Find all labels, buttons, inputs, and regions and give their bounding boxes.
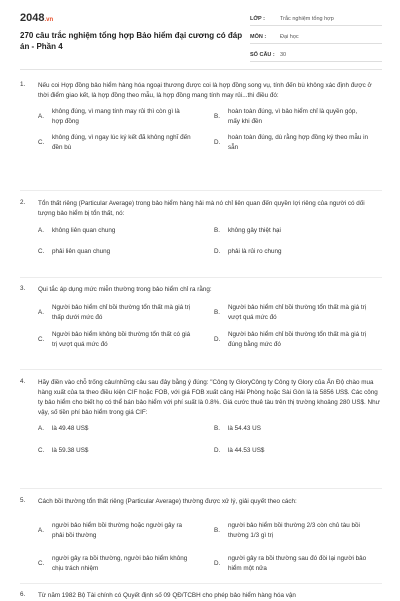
option-letter: D.	[214, 138, 221, 146]
question-text: Nếu coi Hợp đồng bảo hiểm hàng hóa ngoại thương được coi là hợp đồng song vụ, tính đến bù không xác định được ở thời điểm giao kết, là hợp đồng theo mẫu, là hợp đồng mang tính may rủi...thì điều đó:	[38, 82, 372, 99]
option-letter: C.	[38, 447, 45, 454]
question-4	[20, 378, 382, 460]
meta-value: Trắc nghiệm tổng hợp	[280, 15, 334, 22]
option-c[interactable]	[38, 330, 192, 349]
option-d[interactable]	[214, 554, 368, 573]
option-text: người gây ra bồi thường, người bảo hiểm không chịu trách nhiệm	[52, 555, 188, 572]
question-number: 2.	[20, 199, 26, 206]
question-divider	[20, 190, 382, 191]
option-c[interactable]	[38, 554, 192, 573]
option-letter: D.	[214, 447, 221, 454]
option-letter: C.	[38, 138, 45, 146]
option-letter: B.	[214, 227, 220, 234]
option-a[interactable]	[38, 226, 192, 236]
document-title: 270 câu trắc nghiệm tổng hợp Bảo hiểm đại cương có đáp án - Phần 4	[20, 31, 243, 51]
question-5	[20, 497, 382, 577]
option-letter: C.	[38, 248, 45, 255]
question-text: Hãy điền vào chỗ trống câu/những câu sau đây bằng ý đúng: "Công ty GloryCông ty Công ty Glory của Ấn Độ chào mua hàng xuất của ta theo điều kiện CIF hoặc FOB, với giá FOB xuất cảng Hải Phòng hoặc Sài Gòn là là 5856 US$. Các công ty bảo hiểm cho biết họ có thể bán bảo hiểm với phí suất là 0.8%. Giá cước thuê tàu trên thị trường khoảng 280 US$. Như vậy, số tiền phí bảo hiểm trong giá CIF:	[38, 379, 380, 416]
meta-key: LỚP :	[250, 15, 265, 22]
option-d[interactable]	[214, 330, 368, 349]
question-divider	[20, 488, 382, 489]
option-text: không gây thiệt hại	[228, 227, 281, 234]
logo-suffix: .vn	[44, 17, 54, 23]
question-3	[20, 285, 382, 353]
option-text: người bảo hiểm bồi thường hoặc người gây ra phải bồi thường	[52, 522, 183, 539]
question-divider	[20, 583, 382, 584]
option-text: phải là rủi ro chung	[228, 248, 282, 255]
option-text: người gây ra bồi thường sau đó đòi lại người bảo hiểm một nửa	[228, 555, 367, 572]
logo-main: 2048	[20, 12, 45, 24]
question-text: Từ năm 1982 Bộ Tài chính có Quyết định số 09 QĐ/TCBH cho phép bảo hiểm hàng hóa vận	[38, 592, 296, 599]
option-b[interactable]	[214, 107, 368, 126]
option-letter: B.	[214, 425, 220, 432]
meta-row-class	[250, 12, 382, 26]
option-letter: A.	[38, 425, 44, 432]
option-a[interactable]	[38, 521, 192, 540]
option-b[interactable]	[214, 226, 368, 236]
option-text: Người bảo hiểm không bồi thường tổn thất có giá trị vượt quá mức đó	[52, 331, 191, 348]
options-grid	[38, 295, 382, 353]
question-number: 1.	[20, 81, 26, 88]
option-letter: A.	[38, 526, 44, 534]
option-c[interactable]	[38, 133, 192, 152]
option-text: không đúng, vì ngay lúc ký kết đã không nghĩ đến đền bù	[52, 134, 191, 151]
option-letter: A.	[38, 227, 44, 234]
meta-row-subject	[250, 30, 382, 44]
option-text: hoàn toàn đúng, dù rằng hợp đồng ký theo mẫu in sẵn	[228, 134, 368, 151]
site-logo[interactable]	[20, 12, 53, 24]
question-text: Cách bồi thường tổn thất riêng (Particular Average) thường được xử lý, giải quyết theo cách:	[38, 498, 297, 505]
question-number: 3.	[20, 285, 26, 292]
option-a[interactable]	[38, 303, 192, 322]
option-text: Người bảo hiểm chỉ bồi thường tổn thất mà giá trị vượt quá mức đó	[228, 304, 367, 321]
meta-value: 30	[280, 51, 287, 58]
option-letter: D.	[214, 248, 221, 255]
option-a[interactable]	[38, 424, 192, 434]
option-text: hoàn toàn đúng, vì bảo hiểm chỉ là quyền góp, mấy khi đền	[228, 108, 358, 125]
option-text: là 54.43 US	[228, 425, 261, 432]
option-letter: A.	[38, 112, 44, 120]
options-grid	[38, 418, 382, 460]
options-grid	[38, 507, 382, 577]
option-text: phải liên quan chung	[52, 248, 111, 255]
question-number: 4.	[20, 378, 26, 385]
meta-row-count	[250, 48, 382, 62]
question-number: 5.	[20, 497, 26, 504]
option-letter: D.	[214, 559, 221, 567]
options-grid	[38, 219, 382, 263]
option-text: Người bảo hiểm chỉ bồi thường tổn thất mà giá trị thấp dưới mức đó	[52, 304, 191, 321]
option-text: là 44.53 US$	[228, 447, 265, 454]
option-c[interactable]	[38, 446, 192, 456]
question-divider	[20, 369, 382, 370]
option-text: không liên quan chung	[52, 227, 116, 234]
option-b[interactable]	[214, 521, 368, 540]
option-letter: A.	[38, 308, 44, 316]
meta-key: SỐ CÂU :	[250, 51, 275, 58]
option-text: người bảo hiểm bồi thường 2/3 còn chủ tàu bồi thường 1/3 gì trị	[228, 522, 360, 539]
question-text: Tổn thất riêng (Particular Average) trong bảo hiểm hàng hải mà nó chỉ liên quan đến quyền lợi riêng của người có dối tượng bảo hiểm bị tổn thất, nó:	[38, 200, 365, 217]
option-letter: B.	[214, 526, 220, 534]
option-d[interactable]	[214, 133, 368, 152]
option-d[interactable]	[214, 446, 368, 456]
option-letter: C.	[38, 335, 45, 343]
option-a[interactable]	[38, 107, 192, 126]
option-letter: B.	[214, 308, 220, 316]
document-header	[20, 12, 382, 64]
option-text: là 49.48 US$	[52, 425, 89, 432]
option-b[interactable]	[214, 424, 368, 434]
option-text: Người bảo hiểm chỉ bồi thường tổn thất mà giá trị đúng bằng mức đó	[228, 331, 367, 348]
option-letter: B.	[214, 112, 220, 120]
option-d[interactable]	[214, 247, 368, 257]
question-number: 6.	[20, 591, 26, 598]
meta-value: Đại học	[280, 33, 299, 40]
option-c[interactable]	[38, 247, 192, 257]
option-text: không đúng, vì mang tính may rủi thì còn gì là hợp đồng	[52, 108, 180, 125]
options-grid	[38, 101, 382, 157]
meta-key: MÔN :	[250, 33, 267, 40]
question-divider	[20, 277, 382, 278]
question-text: Qui tắc áp dụng mức miễn thường trong bảo hiểm chỉ ra rằng:	[38, 286, 212, 293]
header-divider	[20, 69, 382, 70]
meta-table	[250, 12, 382, 66]
question-1	[20, 81, 382, 157]
question-2	[20, 199, 382, 263]
option-text: là 59.38 US$	[52, 447, 89, 454]
option-letter: C.	[38, 559, 45, 567]
option-letter: D.	[214, 335, 221, 343]
option-b[interactable]	[214, 303, 368, 322]
